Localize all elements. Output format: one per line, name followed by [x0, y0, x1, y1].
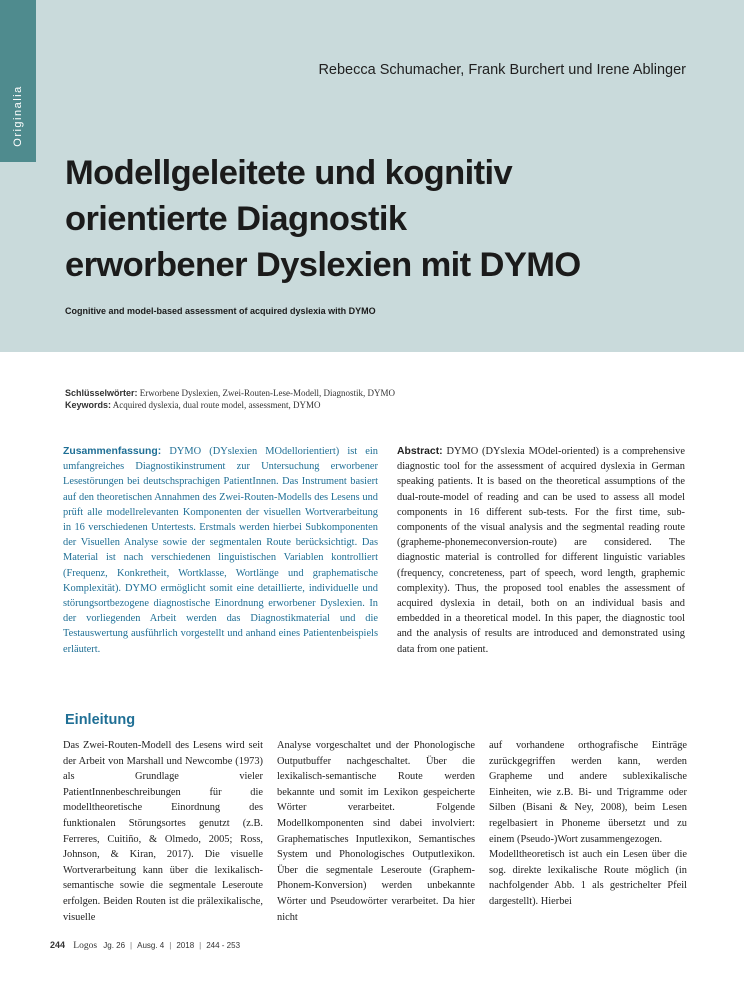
- keywords-block: [65, 387, 395, 411]
- abstract-german-text: DYMO (DYslexien MOdellorientiert) ist ein umfangreiches Diagnostikinstrument zur Untersuchung erworbener Lesestörungen bei deutschsprachigen PatientInnen. Das Instrument basiert auf den theoretischen Annahmen des Zwei-Routen-Modells des Lesens und prüft alle modellrelevanten Komponenten der visuellen Wortverarbeitung in 16 verschiedenen Untertests. Erstmals werden hierbei Subkomponenten der Visuellen Analyse sowie der segmentalen Route berücksichtigt. Das Material ist nach verschiedenen linguistischen Variablen kontrolliert (Frequenz, Konkretheit, Wortklasse, Wortlänge und graphematische Komplexität). DYMO ermöglicht somit eine detaillierte, individuelle und störungsortbezogene diagnostische Einordnung erworbener Dyslexien. In der vorliegenden Arbeit werden das Diagnostikmaterial und die Testauswertung ausführlich vorgestellt und anhand eines Patientenbeispiels erläutert.: [63, 446, 378, 655]
- page-footer: 244 Logos Jg. 26 | Ausg. 4 | 2018 | 244 - 253: [50, 940, 241, 951]
- body-paragraph: Modelltheoretisch ist auch ein Lesen über die sog. direkte lexikalische Route möglich (in nachfolgender Abb. 1 als gestrichelter Pfeil dargestellt). Hierbei: [489, 849, 687, 907]
- page-number: 244: [50, 940, 66, 950]
- keywords-en: [65, 399, 395, 411]
- journal-pages: 244 - 253: [206, 941, 241, 950]
- journal-volume: Jg. 26: [103, 941, 126, 950]
- body-column-1: [63, 738, 263, 925]
- body-column-3: [489, 738, 687, 910]
- abstract-german: [63, 444, 378, 657]
- abstract-english: [397, 444, 685, 657]
- keywords-en-label: Keywords:: [65, 400, 112, 410]
- abstract-english-text: DYMO (DYslexia MOdel-oriented) is a comprehensive diagnostic tool for the assessment of acquired dyslexia in German speaking patients. It is based on the theoretical assumptions of the dual-route-model of reading and can be used to assess all model components in 16 different sub-tests. For the first time, sub-components of the visual analysis and the segmental reading route (grapheme-phonemeconversion-route) are considered. The diagnostic material is controlled for different linguistic variables (frequency, concreteness, part of speech, word length, graphemic complexity). Thus, the proposed tool enables the assessment of acquired dyslexia in detail, both on an individual basis and embedded in a theoretical model. In this paper, the diagnostic tool and the analysis of results are introduced and demonstrated using data from one patient.: [397, 446, 685, 655]
- title-line: erworbener Dyslexien mit DYMO: [65, 246, 581, 284]
- title-line: orientierte Diagnostik: [65, 200, 407, 238]
- section-label: Originalia: [12, 85, 24, 147]
- keywords-de-text: Erworbene Dyslexien, Zwei-Routen-Lese-Modell, Diagnostik, DYMO: [139, 388, 395, 398]
- keywords-en-text: Acquired dyslexia, dual route model, assessment, DYMO: [112, 400, 321, 410]
- body-paragraph: auf vorhandene orthografische Einträge zurückgegriffen werden kann, werden Grapheme und andere sublexikalische Einheiten, wie z.B. Bi- und Trigramme oder Silben (Bisani & Ney, 2008), beim Lesen regelbasiert in Phoneme übersetzt und zu einem (Pseudo-)Wort zusammengezogen.: [489, 740, 687, 845]
- title-line: Modellgeleitete und kognitiv: [65, 154, 513, 192]
- keywords-de-label: Schlüsselwörter:: [65, 388, 138, 398]
- section-heading: Einleitung: [65, 712, 136, 728]
- keywords-de: [65, 387, 395, 399]
- journal-issue: Ausg. 4: [137, 941, 165, 950]
- article-title: [65, 150, 725, 288]
- abstract-german-label: Zusammenfassung:: [63, 446, 162, 457]
- body-column-2: [277, 738, 475, 925]
- article-authors: Rebecca Schumacher, Frank Burchert und Irene Ablinger: [318, 62, 686, 78]
- abstract-english-label: Abstract:: [397, 446, 443, 457]
- section-tab: [0, 0, 36, 162]
- body-paragraph: Das Zwei-Routen-Modell des Lesens wird seit der Arbeit von Marshall und Newcombe (1973) als Grundlage vieler PatientInnenbeschreibungen für die modelltheoretische Einordnung des funktionalen Störungsortes genutzt (z.B. Ferreres, Cuitiño, & Olmedo, 2005; Ross, Johnson, & Kiran, 2017). Die visuelle Wortverarbeitung kann über die lexikalisch-semantische sowie die segmentale Leseroute erfolgen. Beiden Routen ist die prälexikalische, visuelle: [63, 740, 263, 923]
- article-subtitle: Cognitive and model-based assessment of acquired dyslexia with DYMO: [65, 306, 376, 316]
- body-paragraph: Analyse vorgeschaltet und der Phonologische Outputbuffer nachgeschaltet. Über die lexikalisch-semantische Route werden bekannte und somit im Lexikon gespeicherte Wörter verarbeitet. Folgende Modellkomponenten sind dabei involviert: Graphematisches Inputlexikon, Semantisches System und Phonologisches Outputlexikon. Über die segmentale Leseroute (Graphem-Phonem-Konversion) werden unbekannte Wörter und Pseudowörter verarbeitet. Da hier nicht: [277, 740, 475, 923]
- journal-name: Logos: [73, 941, 98, 951]
- journal-year: 2018: [176, 941, 195, 950]
